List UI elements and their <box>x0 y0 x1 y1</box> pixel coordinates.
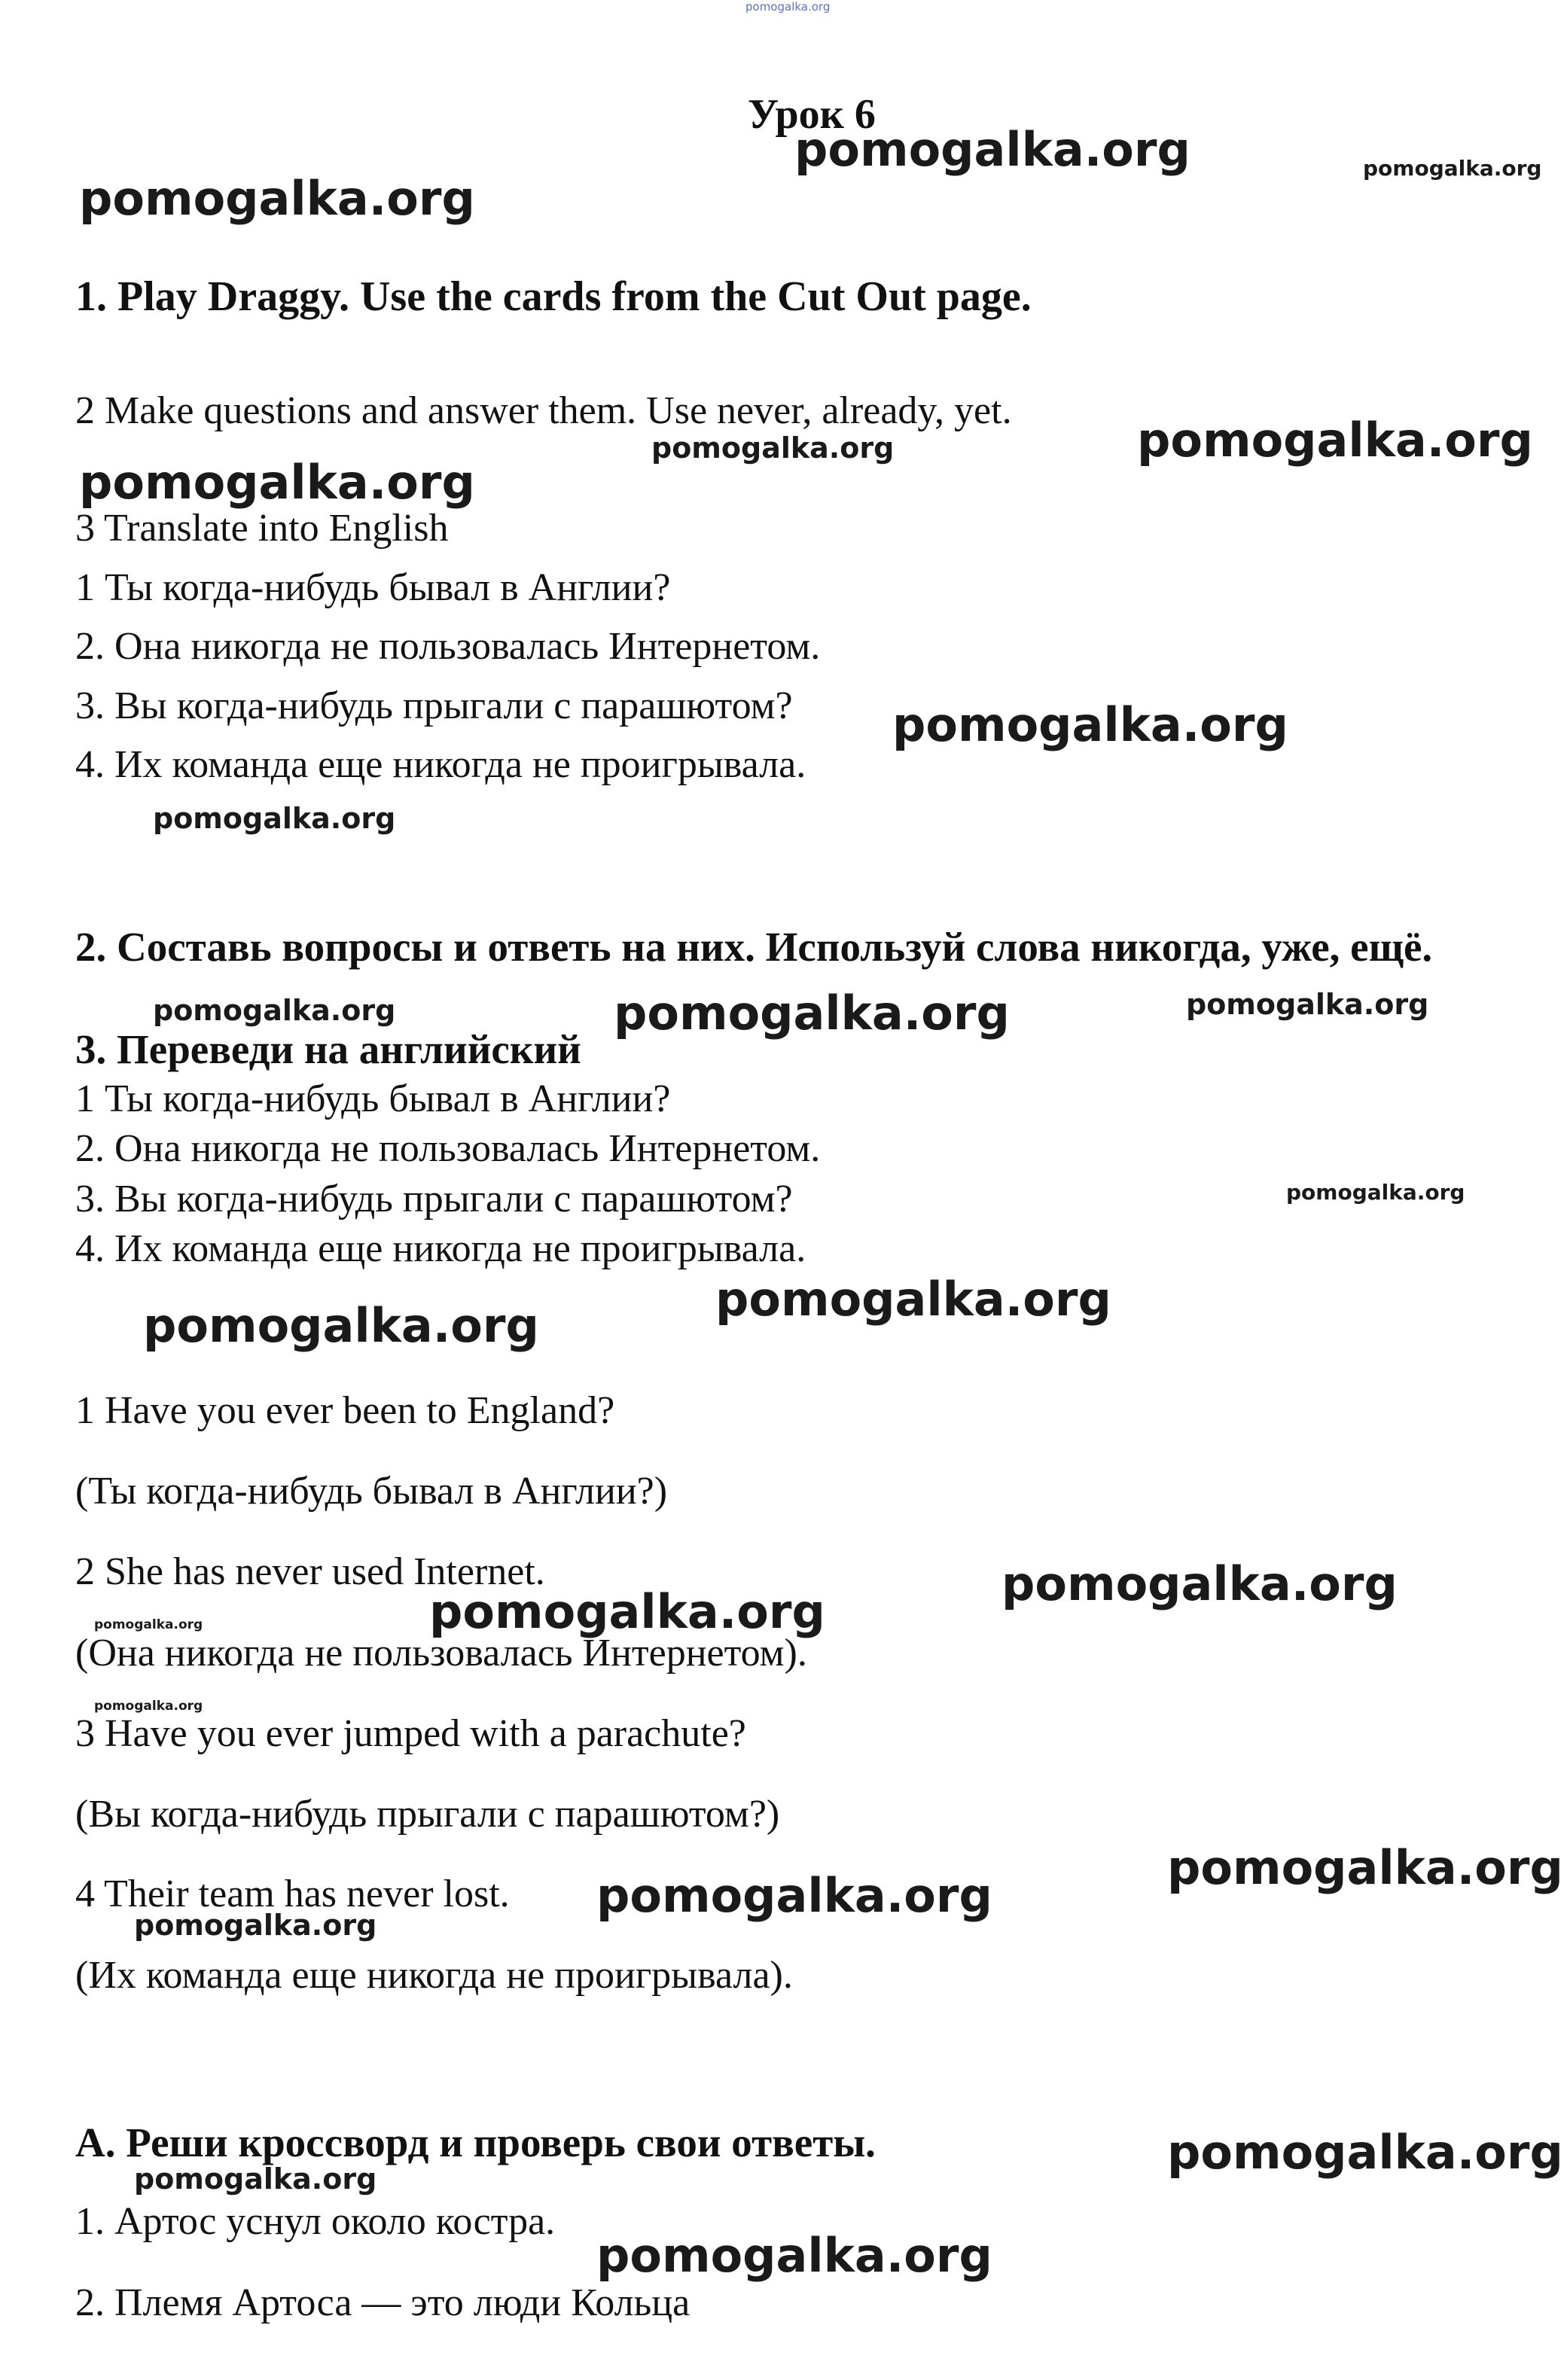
watermark: pomogalka.org <box>94 1617 203 1632</box>
answer-3-en: 3 Have you ever jumped with a parachute? <box>75 1712 746 1755</box>
task-3-ru-heading: 3. Переведи на английский <box>75 1026 581 1072</box>
watermark: pomogalka.org <box>1167 1840 1563 1895</box>
sentence-1: 1 Ты когда-нибудь бывал в Англии? <box>75 566 671 609</box>
watermark: pomogalka.org <box>94 1699 203 1714</box>
sentence-ru-1: 1 Ты когда-нибудь бывал в Англии? <box>75 1077 671 1120</box>
sentence-2: 2. Она никогда не пользовалась Интернетом. <box>75 625 821 668</box>
watermark: pomogalka.org <box>715 1272 1111 1327</box>
watermark: pomogalka.org <box>1363 156 1542 181</box>
task-2-text: 2 Make questions and answer them. Use never, already, yet. <box>75 389 1012 432</box>
section-a-item-2: 2. Племя Артоса — это люди Кольца <box>75 2281 691 2324</box>
answer-2-ru: (Она никогда не пользовалась Интернетом). <box>75 1632 807 1675</box>
sentence-4: 4. Их команда еще никогда не проигрывала. <box>75 743 806 786</box>
watermark: pomogalka.org <box>429 1584 825 1639</box>
answer-4-en: 4 Their team has never lost. <box>75 1873 510 1915</box>
watermark: pomogalka.org <box>614 986 1010 1041</box>
watermark: pomogalka.org <box>596 2228 992 2283</box>
watermark: pomogalka.org <box>79 455 475 510</box>
page-title: Урок 6 <box>748 91 876 138</box>
watermark: pomogalka.org <box>153 802 396 835</box>
section-a-item-1: 1. Артос уснул около костра. <box>75 2200 556 2243</box>
watermark: pomogalka.org <box>794 122 1190 177</box>
sentence-ru-4: 4. Их команда еще никогда не проигрывала. <box>75 1227 806 1270</box>
sentence-ru-3: 3. Вы когда-нибудь прыгали с парашютом? <box>75 1178 793 1220</box>
watermark: pomogalka.org <box>1167 2125 1563 2180</box>
watermark: pomogalka.org <box>79 171 475 226</box>
watermark: pomogalka.org <box>1001 1556 1398 1611</box>
watermark: pomogalka.org <box>1186 988 1429 1021</box>
watermark: pomogalka.org <box>892 697 1288 752</box>
task-2-ru-heading: 2. Составь вопросы и ответь на них. Используй слова никогда, уже, ещё. <box>75 924 1433 970</box>
watermark: pomogalka.org <box>143 1298 539 1353</box>
watermark: pomogalka.org <box>745 0 831 14</box>
answer-2-en: 2 She has never used Internet. <box>75 1550 545 1593</box>
sentence-3: 3. Вы когда-нибудь прыгали с парашютом? <box>75 684 793 727</box>
watermark: pomogalka.org <box>134 1909 377 1942</box>
watermark: pomogalka.org <box>153 994 396 1027</box>
watermark: pomogalka.org <box>1286 1180 1465 1205</box>
answer-4-ru: (Их команда еще никогда не проигрывала). <box>75 1954 793 1997</box>
task-3-heading: 3 Translate into English <box>75 507 449 550</box>
task-1-heading: 1. Play Draggy. Use the cards from the Cut Out page. <box>75 273 1032 320</box>
watermark: pomogalka.org <box>134 2162 377 2196</box>
watermark: pomogalka.org <box>596 1868 992 1923</box>
sentence-ru-2: 2. Она никогда не пользовалась Интернетом. <box>75 1127 821 1170</box>
answer-3-ru: (Вы когда-нибудь прыгали с парашютом?) <box>75 1793 780 1836</box>
answer-1-ru: (Ты когда-нибудь бывал в Англии?) <box>75 1470 668 1513</box>
answer-1-en: 1 Have you ever been to England? <box>75 1389 615 1432</box>
watermark: pomogalka.org <box>651 431 895 465</box>
section-a-heading: А. Реши кроссворд и проверь свои ответы. <box>75 2119 876 2165</box>
watermark: pomogalka.org <box>1137 413 1533 468</box>
